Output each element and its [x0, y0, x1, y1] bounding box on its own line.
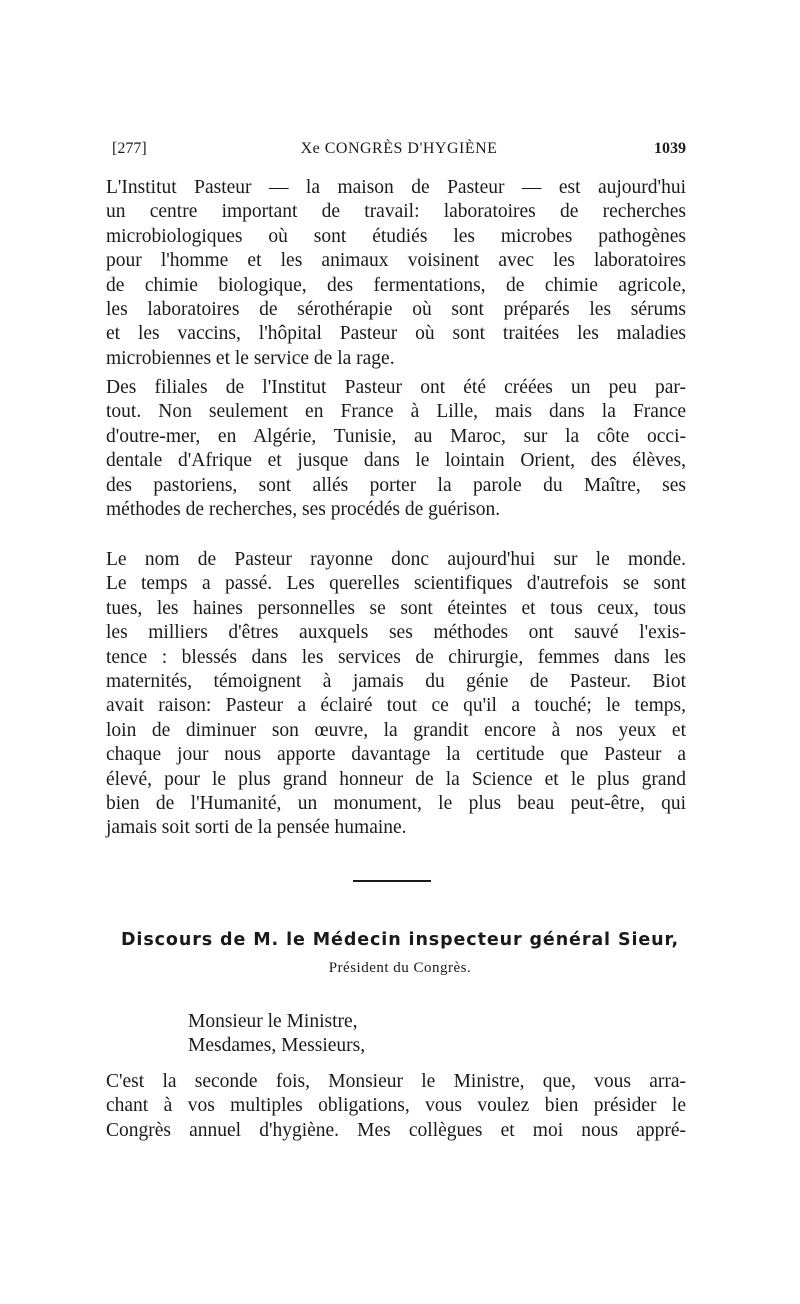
- text-line: chant à vos multiples obligations, vous voulez bien présider le: [106, 1095, 686, 1117]
- text-line: un centre important de travail: laboratoires de recherches: [106, 201, 686, 223]
- speech-subtitle: Président du Congrès.: [328, 960, 472, 976]
- text-line: Le nom de Pasteur rayonne donc aujourd'hui sur le monde.: [106, 549, 686, 570]
- text-line: Congrès annuel d'hygiène. Mes collègues et moi nous appré-: [106, 1119, 686, 1141]
- text-line: C'est la seconde fois, Monsieur le Ministre, que, vous arra-: [106, 1071, 686, 1092]
- text-line: tence : blessés dans les services de chirurgie, femmes dans les: [106, 646, 686, 668]
- salutation-audience: Mesdames, Messieurs,: [188, 1035, 366, 1056]
- text-line: dentale d'Afrique et jusque dans le lointain Orient, des élèves,: [106, 450, 686, 472]
- text-line: élevé, pour le plus grand honneur de la Science et le plus grand: [106, 768, 686, 790]
- text-line: Des filiales de l'Institut Pasteur ont été créées un peu par-: [106, 377, 686, 398]
- salutation-minister: Monsieur le Ministre,: [188, 1011, 358, 1032]
- paragraph-nom-de-pasteur: [106, 548, 686, 841]
- text-line: L'Institut Pasteur — la maison de Pasteur — est aujourd'hui: [106, 177, 686, 198]
- text-line: microbiologiques où sont étudiés les microbes pathogènes: [106, 225, 686, 247]
- text-line: maternités, témoignent à jamais du génie de Pasteur. Biot: [106, 671, 686, 693]
- text-line: jamais soit sorti de la pensée humaine.: [106, 817, 407, 839]
- text-line: Le temps a passé. Les querelles scientifiques d'autrefois se sont: [106, 573, 686, 595]
- text-line: chaque jour nous apporte davantage la certitude que Pasteur a: [106, 744, 686, 766]
- text-line: des pastoriens, sont allés porter la parole du Maître, ses: [106, 474, 686, 496]
- speech-title: Discours de M. le Médecin inspecteur général Sieur,: [121, 930, 679, 950]
- text-line: tout. Non seulement en France à Lille, mais dans la France: [106, 401, 686, 423]
- text-line: de chimie biologique, des fermentations, de chimie agricole,: [106, 274, 686, 296]
- text-line: les milliers d'êtres auxquels ses méthodes ont sauvé l'exis-: [106, 622, 686, 644]
- page-reference: [277]: [112, 140, 147, 157]
- paragraph-speech-opening: [106, 1070, 686, 1143]
- text-line: tues, les haines personnelles se sont éteintes et tous ceux, tous: [106, 597, 686, 619]
- text-line: d'outre-mer, en Algérie, Tunisie, au Maroc, sur la côte occi-: [106, 425, 686, 447]
- running-header: [112, 140, 686, 164]
- paragraph-filiales: [106, 376, 686, 522]
- page-number: 1039: [654, 140, 686, 157]
- text-line: et les vaccins, l'hôpital Pasteur où sont traitées les maladies: [106, 323, 686, 345]
- text-line: avait raison: Pasteur a éclairé tout ce qu'il a touché; le temps,: [106, 695, 686, 717]
- section-divider: [353, 880, 431, 882]
- text-line: méthodes de recherches, ses procédés de guérison.: [106, 499, 501, 521]
- text-line: pour l'homme et les animaux voisinent avec les laboratoires: [106, 250, 686, 272]
- text-line: bien de l'Humanité, un monument, le plus beau peut-être, qui: [106, 793, 686, 815]
- text-line: loin de diminuer son œuvre, la grandit encore à nos yeux et: [106, 719, 686, 741]
- paragraph-institut-pasteur: [106, 176, 686, 371]
- text-line: microbiennes et le service de la rage.: [106, 347, 395, 369]
- running-title: Xe CONGRÈS D'HYGIÈNE: [300, 140, 498, 157]
- text-line: les laboratoires de sérothérapie où sont préparés les sérums: [106, 299, 686, 321]
